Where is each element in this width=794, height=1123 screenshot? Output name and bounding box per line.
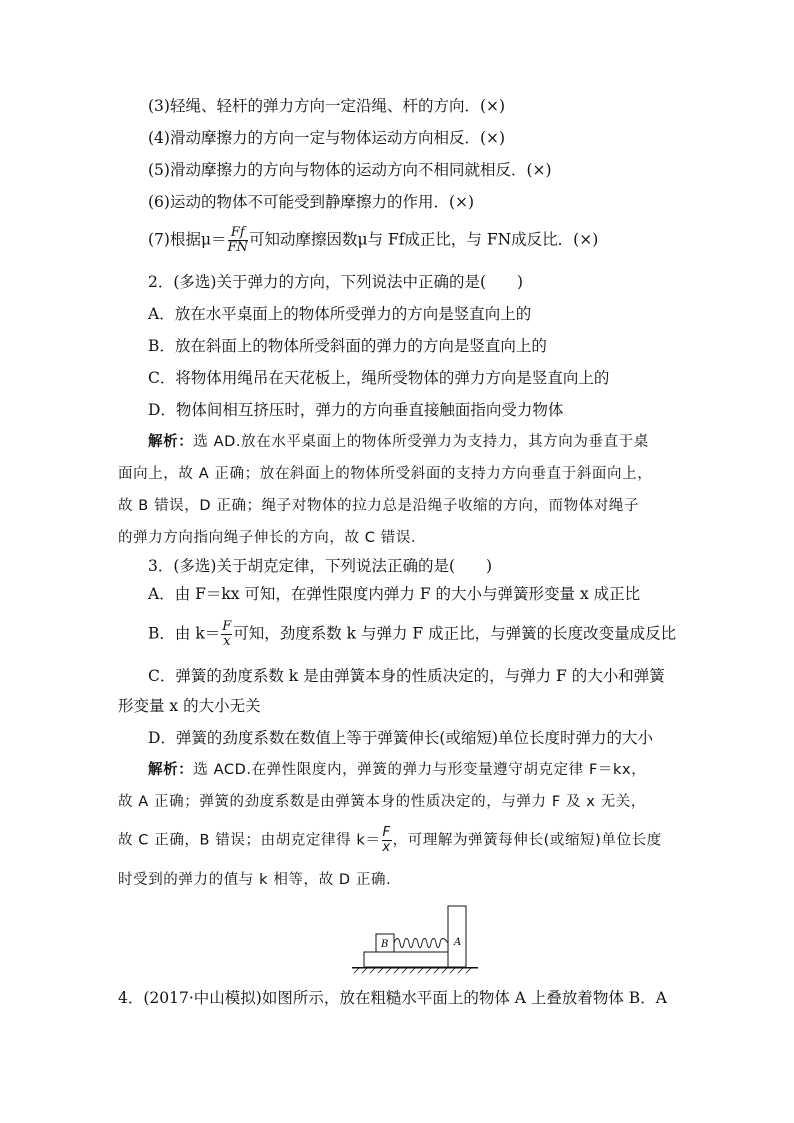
q2-solution-line-4: 的弹力方向指向绳子伸长的方向，故 C 错误． — [118, 530, 427, 546]
solution-label: 解析： — [148, 762, 194, 778]
item-5: (5)滑动摩擦力的方向与物体的运动方向不相同就相反．(×) — [148, 161, 552, 179]
ground-hatching — [354, 968, 471, 973]
q3-option-b-post: 可知，劲度系数 k 与弹力 F 成正比，与弹簧的长度改变量成反比 — [233, 624, 677, 643]
q4-stem: 4．(2017·中山模拟)如图所示，放在粗糙水平面上的物体 A 上叠放着物体 B．A — [118, 989, 667, 1007]
item-7-pre: (7)根据μ＝ — [148, 230, 227, 249]
item-7-post: 可知动摩擦因数μ与 Ff成正比，与 FN成反比．(×) — [248, 230, 599, 249]
q3-solution-line-1 — [148, 760, 646, 780]
item-6: (6)运动的物体不可能受到静摩擦力的作用．(×) — [148, 193, 475, 211]
fraction-denominator: x — [223, 634, 231, 649]
q3-solution-line-4: 时受到的弹力的值与 k 相等，故 D 正确． — [118, 872, 402, 888]
fraction-f-x — [221, 620, 232, 649]
q3-solution-text: 选 ACD.在弹性限度内，弹簧的弹力与形变量遵守胡克定律 F＝kx， — [193, 762, 647, 778]
block-a-label: A — [454, 937, 462, 948]
fraction-f-x — [382, 826, 392, 855]
q2-solution-text: 选 AD.放在水平桌面上的物体所受弹力为支持力，其方向为垂直于桌 — [193, 434, 649, 450]
q3-option-c-line-2: 形变量 x 的大小无关 — [118, 697, 261, 715]
fraction-numerator: Ff — [228, 226, 248, 241]
q2-solution-line-3: 故 B 错误，D 正确；绳子对物体的拉力总是沿绳子收缩的方向，而物体对绳子 — [118, 498, 640, 514]
fraction-numerator: F — [222, 619, 232, 634]
fraction-ff-fn — [228, 226, 248, 255]
q3-option-c-line-1: C．弹簧的劲度系数 k 是由弹簧本身的性质决定的，与弹力 F 的大小和弹簧 — [148, 667, 665, 685]
q2-option-a: A．放在水平桌面上的物体所受弹力的方向是竖直向上的 — [148, 305, 532, 323]
item-7 — [148, 226, 598, 255]
q3-solution-3-post: ，可理解为弹簧每伸长(或缩短)单位长度 — [392, 832, 662, 849]
q2-solution-line-1 — [148, 432, 649, 452]
fraction-numerator: F — [382, 825, 391, 840]
q2-option-d: D．物体间相互挤压时，弹力的方向垂直接触面指向受力物体 — [148, 401, 564, 419]
q3-solution-line-2: 故 A 正确；弹簧的劲度系数是由弹簧本身的性质决定的，与弹力 F 及 x 无关， — [118, 794, 646, 810]
q2-stem: 2．(多选)关于弹力的方向，下列说法中正确的是( ) — [148, 273, 524, 291]
spring-blocks-figure — [350, 900, 480, 975]
fraction-denominator: FN — [227, 240, 248, 255]
q3-stem: 3．(多选)关于胡克定律，下列说法正确的是( ) — [148, 557, 493, 575]
q2-option-b: B．放在斜面上的物体所受斜面的弹力的方向是竖直向上的 — [148, 337, 547, 355]
item-3: (3)轻绳、轻杆的弹力方向一定沿绳、杆的方向．(×) — [148, 97, 506, 115]
item-4: (4)滑动摩擦力的方向一定与物体运动方向相反．(×) — [148, 129, 506, 147]
q3-solution-line-3 — [118, 826, 662, 855]
q3-option-a: A．由 F＝kx 可知，在弹性限度内弹力 F 的大小与弹簧形变量 x 成正比 — [148, 585, 641, 603]
fraction-denominator: x — [382, 840, 391, 855]
q3-option-b-pre: B．由 k＝ — [148, 624, 221, 643]
q3-solution-3-pre: 故 C 正确，B 错误；由胡克定律得 k＝ — [118, 832, 381, 849]
block-b-label: B — [381, 939, 389, 950]
q3-option-b — [148, 620, 676, 649]
q2-solution-line-2: 面向上，故 A 正确；放在斜面上的物体所受斜面的支持力方向垂直于斜面向上， — [118, 466, 653, 482]
q2-option-c: C．将物体用绳吊在天花板上，绳所受物体的弹力方向是竖直向上的 — [148, 369, 610, 387]
q3-option-d: D．弹簧的劲度系数在数值上等于弹簧伸长(或缩短)单位长度时弹力的大小 — [148, 729, 654, 747]
spring — [394, 939, 448, 948]
base-block — [364, 952, 448, 967]
solution-label: 解析： — [148, 434, 194, 450]
